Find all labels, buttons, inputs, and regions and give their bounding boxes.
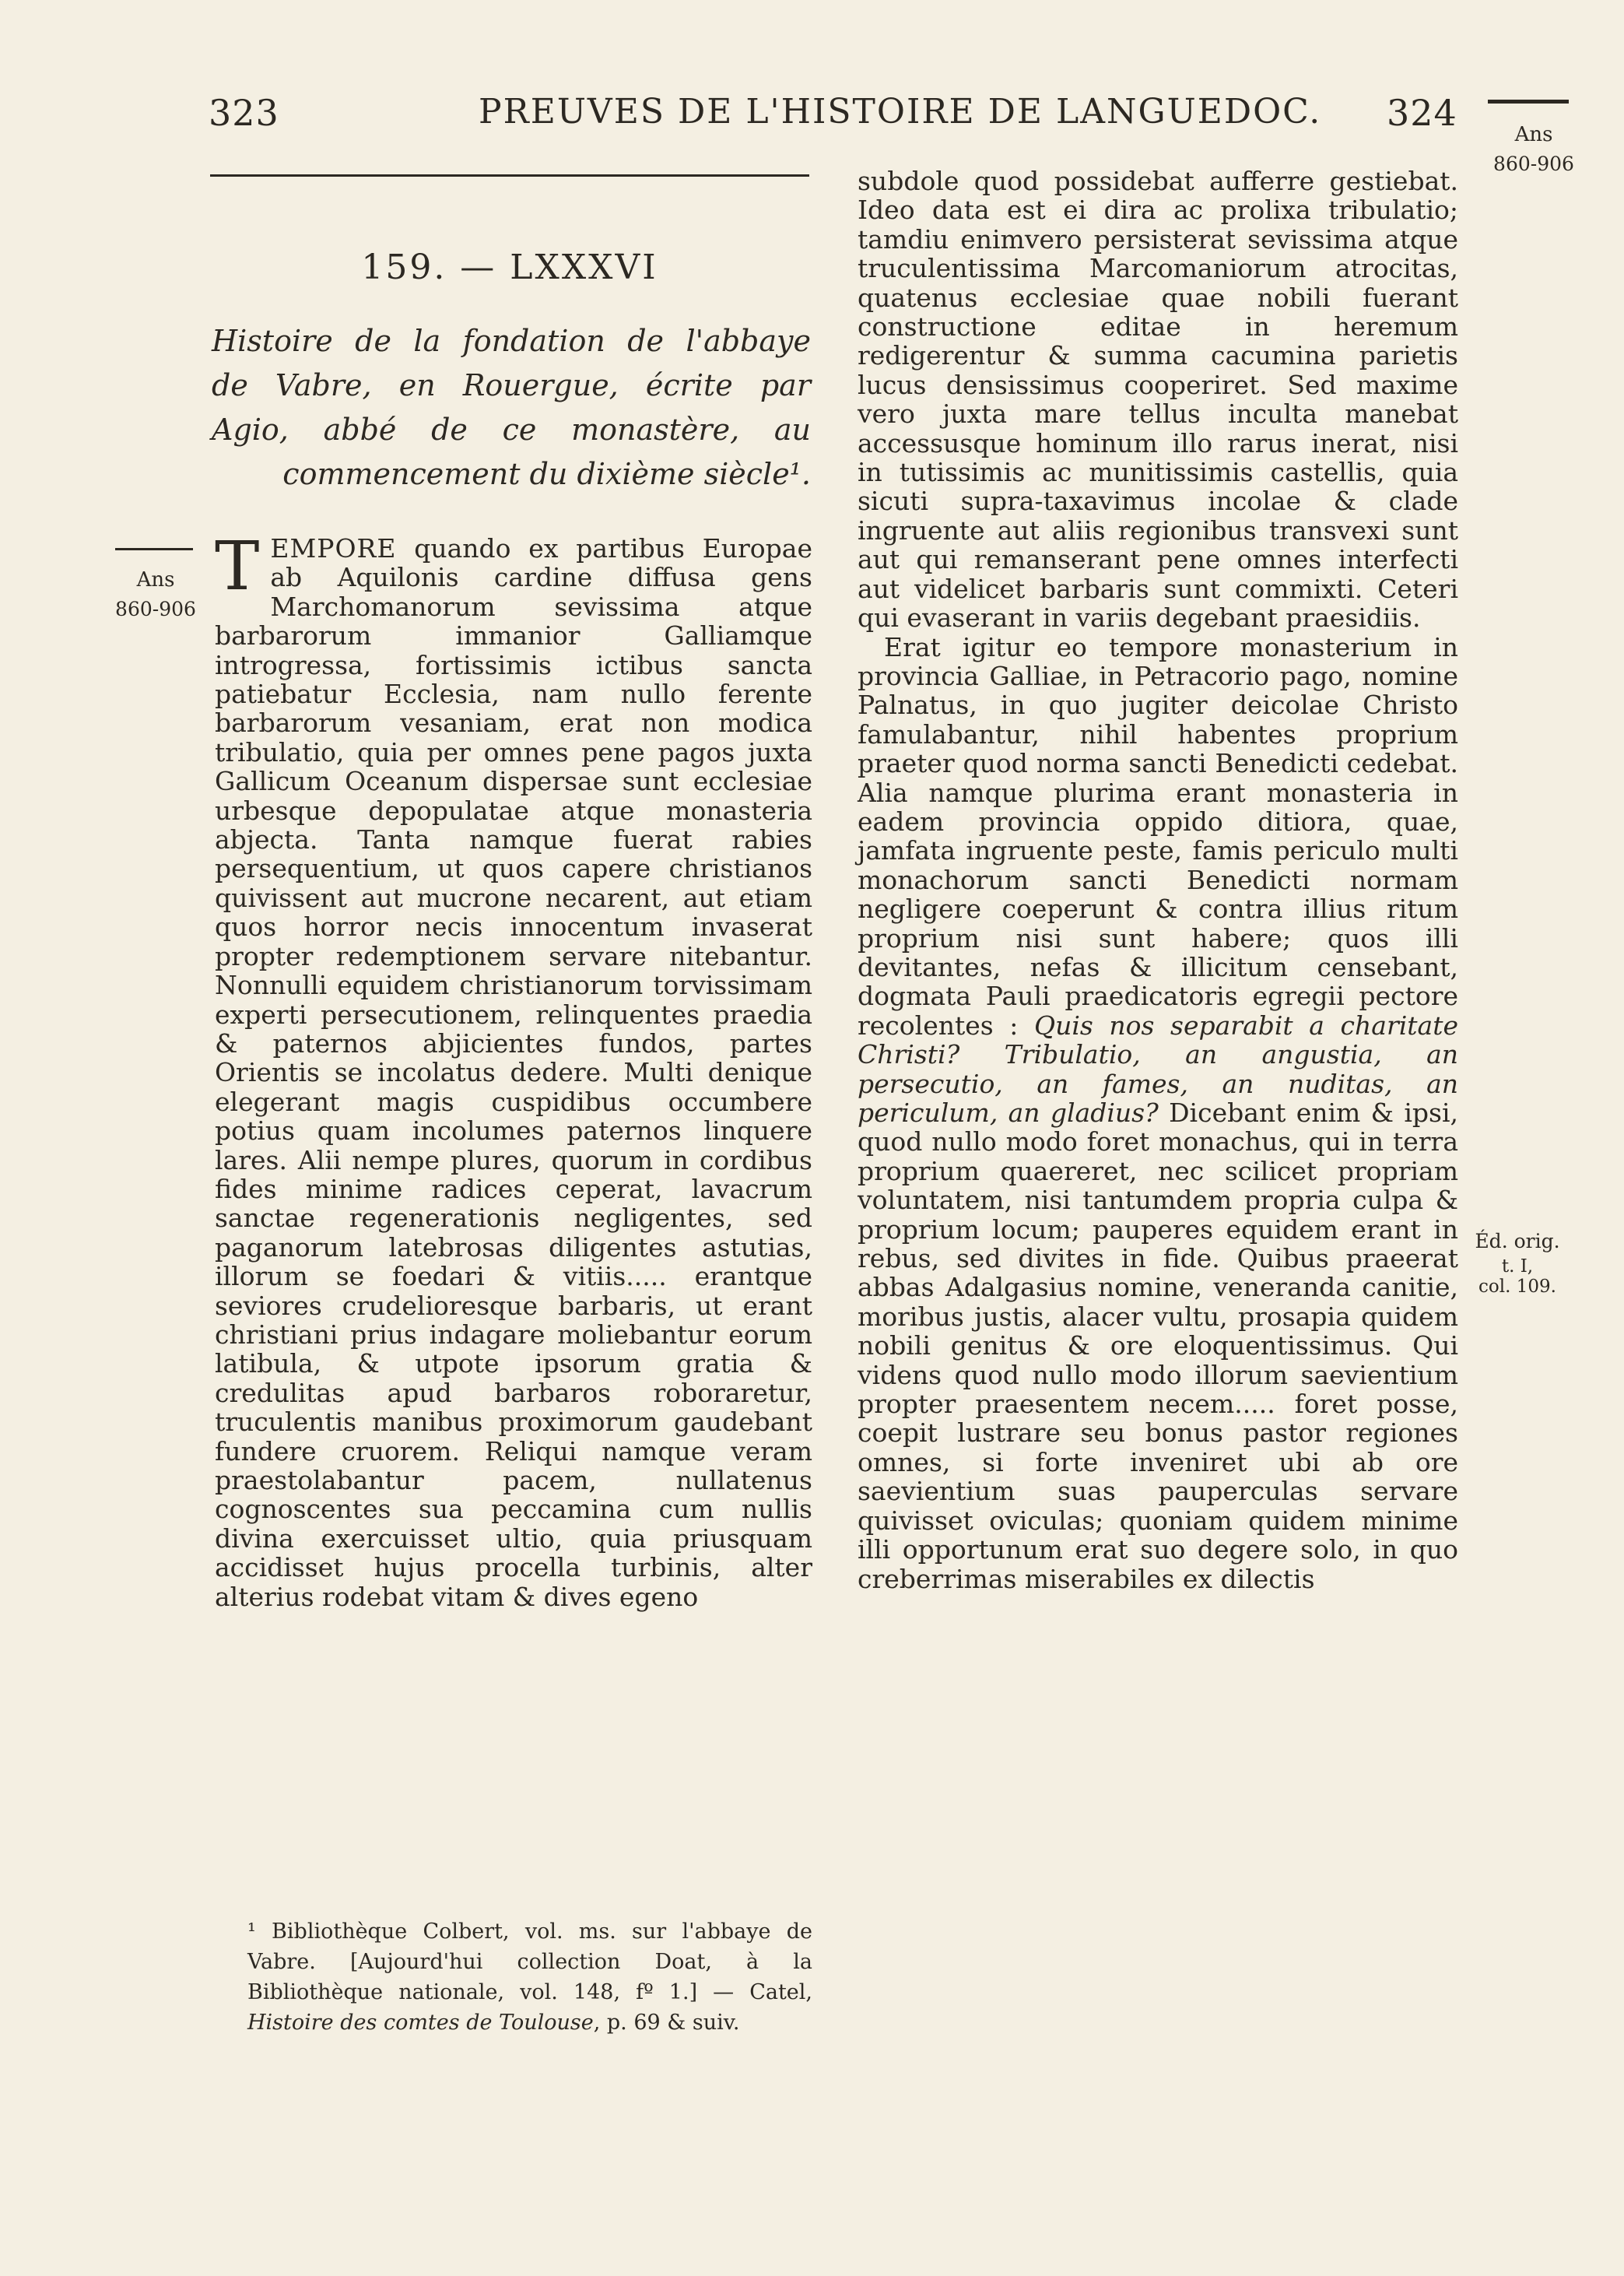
margin-note-ans-left: Ans <box>136 568 175 592</box>
margin-note-years-right: 860-906 <box>1493 153 1574 175</box>
header-rule-right <box>1488 100 1569 104</box>
margin-note-ans-right: Ans <box>1514 123 1553 146</box>
drop-cap: T <box>215 528 260 606</box>
margin-note-column: col. 109. <box>1478 1277 1556 1297</box>
title-line-3: Agio, abbé de ce monastère, au <box>212 413 811 447</box>
left-column-text <box>215 528 812 1612</box>
column-rule <box>210 174 809 177</box>
margin-note-tome: t. I, <box>1501 1256 1534 1277</box>
document-number: 159. — LXXXVI <box>361 248 658 287</box>
title-line-4: commencement du dixième siècle¹. <box>282 457 811 491</box>
opening-smallcaps: EMPORE <box>270 533 397 564</box>
right-paragraph-2-a: Erat igitur eo tempore monasterium in provincia Galliae, in Petracorio pago, nomine Palnatus, in quo jugiter deicolae Christo famulabantur, nihil habentes proprium praeter quod norma sancti Benedicti cedebat. Alia namque plurima erant monasteria in eadem provincia oppido ditiora, quae, jamfata ingruente peste, famis periculo multi monachorum sancti Benedicti normam negligere coeperunt & contra illius ritum proprium nisi sunt habere; quos illi devitantes, nefas & illicitum censebant, dogmata Pauli praedicatoris egregii pectore recolentes : <box>858 631 1458 1041</box>
footnote-text: ¹ Bibliothèque Colbert, vol. ms. sur l'abbaye de Vabre. [Aujourd'hui collection Doat, à la Bibliothèque nationale, vol. 148, fº 1.] — Catel, <box>247 1919 812 2004</box>
pauline-quote: Quis nos separabit a charitate Christi? Tribulatio, an angustia, an persecutio, an fames, an nuditas, an periculum, an gladius? <box>858 1010 1458 1128</box>
right-paragraph-2 <box>858 633 1458 1593</box>
footnote-tail: , p. 69 & suiv. <box>593 2011 740 2035</box>
left-column-body: quando ex partibus Europae ab Aquilonis cardine diffusa gens Marchomanorum sevissima atque barbarorum immanior Galliamque introgressa, fortissimis ictibus sancta patiebatur Ecclesia, nam nullo ferente barbarorum vesaniam, erat non modica tribulatio, quia per omnes pene pagos juxta Gallicum Oceanum dispersae sunt ecclesiae urbesque depopulatae atque monasteria abjecta. Tanta namque fuerat rabies persequentium, ut quos capere christianos quivissent aut mucrone necarent, aut etiam quos horror necis innocentum invaserat propter redemptionem servare nitebantur. Nonnulli equidem christianorum torvissimam experti persecutionem, relinquentes praedia & paternos abjicientes fundos, partes Orientis se incolatus dedere. Multi denique elegerant magis cuspidibus occumbere potius quam incolumes paternos linquere lares. Alii nempe plures, quorum in cordibus fides minime radices ceperat, lavacrum sanctae regenerationis negligentes, sed paganorum latebrosas diligentes astutias, illorum se foedari & vitiis..... erantque seviores crudelioresque barbaris, ut erant christiani prius indagare moliebantur eorum latibula, & utpote ipsorum gratia & credulitas apud barbaros roboraretur, truculentis manibus proximorum gaudebant fundere cruorem. Reliqui namque veram praestolabantur pacem, nullatenus cognoscentes sua peccamina cum nullis divina exercuisset ultio, quia priusquam accidisset hujus procella turbinis, alter alterius rodebat vitam & dives egeno <box>215 533 812 1612</box>
right-paragraph-2-b: Dicebant enim & ipsi, quod nullo modo foret monachus, qui in terra proprium quaereret, nec scilicet propriam voluntatem, nisi tantumdem propria culpa & proprium locum; pauperes equidem erant in rebus, sed divites in fide. Quibus praeerat abbas Adalgasius nomine, veneranda canitie, moribus justis, alacer vultu, prosapia quidem nobili genitus & ore eloquentissimus. Qui videns quod nullo modo illorum saevientium propter praesentem necem..... foret posse, coepit lustrare seu bonus pastor regiones omnes, si forte inveniret ubi ab ore saevientium suas pauperculas servare quivisset oviculas; quoniam quidem minime illi opportunum erat suo degere solo, in quo creberrimas miserabiles ex dilectis <box>858 1098 1458 1594</box>
margin-rule-left <box>115 548 193 550</box>
page-number-left: 323 <box>209 92 279 134</box>
footnote <box>247 1916 812 2038</box>
footnote-italic: Histoire des comtes de Toulouse <box>247 2011 594 2035</box>
right-column-text <box>858 167 1458 1593</box>
title-line-1: Histoire de la fondation de l'abbaye <box>212 324 811 358</box>
title-line-2: de Vabre, en Rouergue, écrite par <box>212 368 811 402</box>
margin-note-edition: Éd. orig. <box>1475 1230 1560 1252</box>
running-title: PREUVES DE L'HISTOIRE DE LANGUEDOC. <box>479 92 1322 132</box>
margin-note-years-left: 860-906 <box>115 598 196 620</box>
document-title <box>212 319 811 497</box>
page-number-right: 324 <box>1387 92 1457 134</box>
right-paragraph-1: subdole quod possidebat aufferre gestiebat. Ideo data est ei dira ac prolixa tribulatio; tamdiu enimvero persisterat sevissima atque truculentissima Marcomaniorum atrocitas, quatenus ecclesiae quae nobili fuerant constructione editae in heremum redigerentur & summa cacumina parietis lucus densissimus cooperiret. Sed maxime vero juxta mare tellus inculta manebat accessusque hominum illo rarus inerat, nisi in tutissimis ac munitissimis castellis, quia sicuti supra-taxavimus incolae & clade ingruente aut aliis regionibus transvexi sunt aut qui remanserant pene omnes interfecti aut videlicet barbaris sunt commixti. Ceteri qui evaserant in variis degebant praesidiis. <box>858 166 1458 634</box>
